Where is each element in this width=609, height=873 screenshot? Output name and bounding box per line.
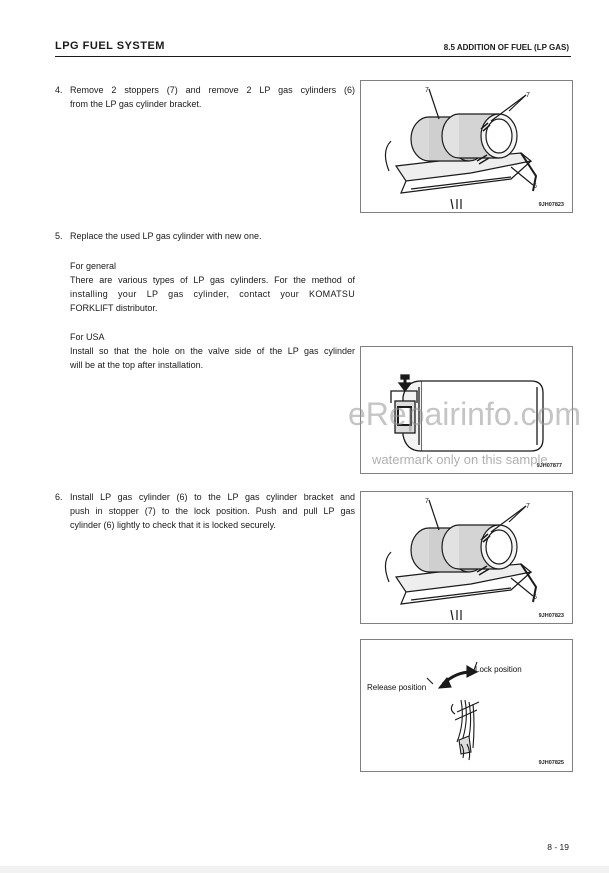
stopper-lever-illustration: [361, 640, 572, 771]
cylinder-install-illustration: [361, 492, 572, 623]
figure-code: 9JH07825: [538, 760, 564, 766]
callout-7: 7: [526, 92, 530, 99]
general-text-line: There are various types of LP gas cylinders. For the method of: [70, 275, 355, 285]
callout-7: 7: [526, 503, 530, 510]
step-text-line: push in stopper (7) to the lock position. Push and pull LP gas: [70, 506, 355, 516]
usa-heading: For USA: [70, 332, 105, 342]
subsection-title: 8.5 ADDITION OF FUEL (LP GAS): [443, 43, 569, 52]
cylinder-bracket-illustration: [361, 81, 572, 212]
page-number: 8 - 19: [547, 842, 569, 852]
figure-code: 9JH07823: [538, 613, 564, 619]
figure-cylinder-install: [360, 491, 573, 624]
section-title: LPG FUEL SYSTEM: [55, 40, 165, 52]
header-rule: [55, 56, 571, 57]
callout-7: 7: [425, 87, 429, 94]
lock-position-label: Lock position: [475, 665, 522, 674]
watermark-note: watermark only on this sample: [372, 452, 548, 467]
step-4: [55, 83, 355, 113]
callout-6: 6: [533, 594, 537, 601]
figure-cylinder-removal: [360, 80, 573, 213]
step-text-line: from the LP gas cylinder bracket.: [70, 99, 202, 109]
usa-note: [70, 330, 355, 372]
step-text-line: Replace the used LP gas cylinder with new one.: [70, 231, 262, 241]
general-text-line: FORKLIFT distributor.: [70, 303, 158, 313]
step-5: [55, 229, 355, 245]
step-text-line: cylinder (6) lightly to check that it is locked securely.: [70, 520, 276, 530]
callout-7: 7: [425, 498, 429, 505]
release-position-label: Release position: [367, 683, 427, 692]
figure-code: 9JH07877: [536, 463, 562, 469]
general-text-line: installing your LP gas cylinder, contact your KOMATSU: [70, 289, 355, 299]
watermark-site: eRepairinfo.com: [348, 396, 581, 432]
figure-stopper-positions: [360, 639, 573, 772]
step-text-line: Remove 2 stoppers (7) and remove 2 LP gas cylinders (6): [70, 85, 355, 95]
step-6: [55, 490, 355, 534]
step-number: 6.: [55, 492, 63, 502]
figure-code: 9JH07823: [538, 202, 564, 208]
usa-text-line: will be at the top after installation.: [70, 360, 204, 370]
callout-6: 6: [533, 183, 537, 190]
step-text-line: Install LP gas cylinder (6) to the LP gas cylinder bracket and: [70, 492, 355, 502]
step-number: 4.: [55, 85, 63, 95]
general-heading: For general: [70, 261, 117, 271]
step-number: 5.: [55, 231, 63, 241]
general-note: [70, 259, 355, 315]
footer-strip: [0, 866, 609, 873]
usa-text-line: Install so that the hole on the valve side of the LP gas cylinder: [70, 346, 355, 356]
